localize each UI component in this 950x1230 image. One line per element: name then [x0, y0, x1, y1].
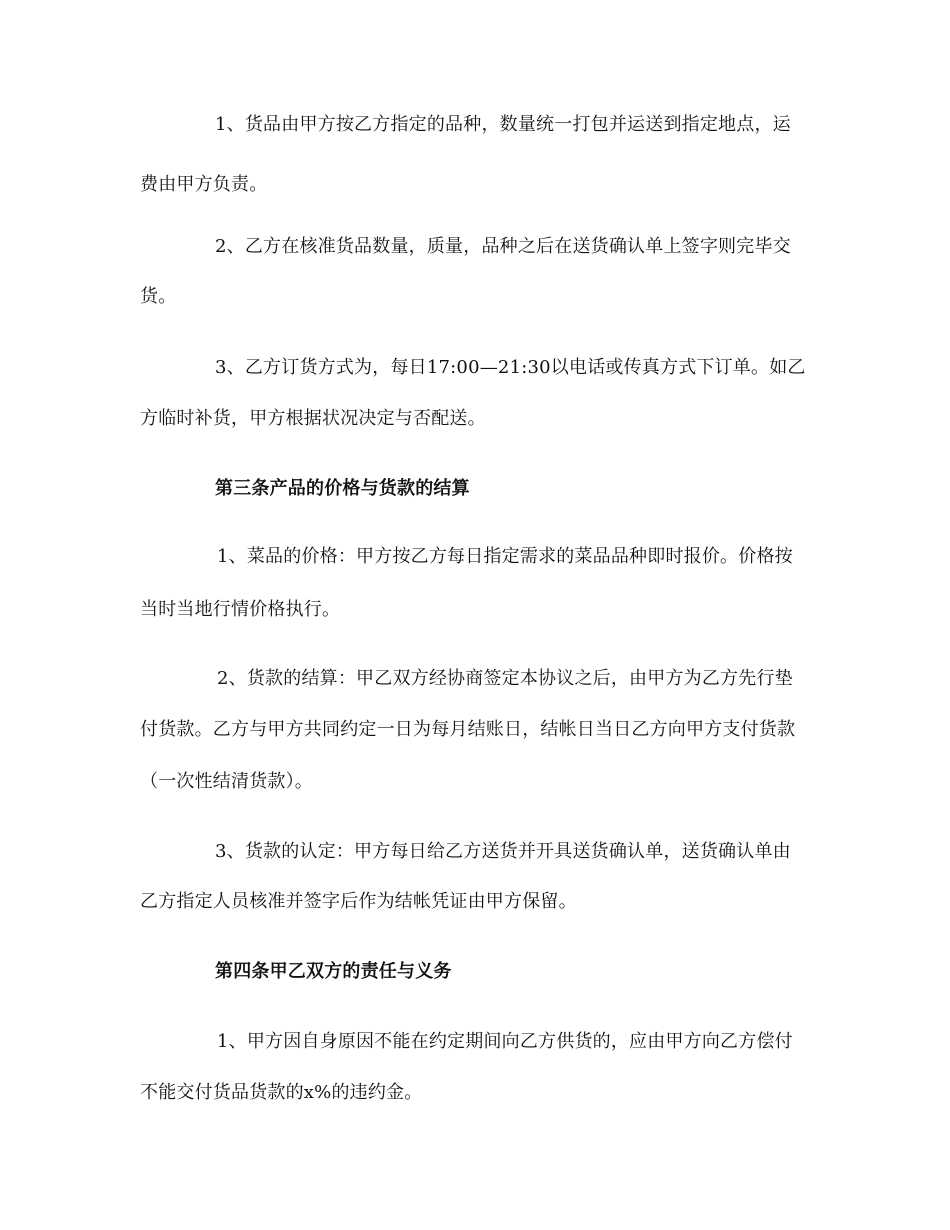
section-heading: 第四条甲乙双方的责任与义务 — [215, 961, 452, 982]
paragraph-line: 3、货款的认定：甲方每日给乙方送货并开具送货确认单，送货确认单由 — [215, 841, 791, 862]
paragraph-line: （一次性结清货款）。 — [140, 771, 313, 792]
paragraph-line: 货。 — [140, 286, 177, 307]
paragraph-line: 费由甲方负责。 — [140, 174, 268, 195]
paragraph-line: 3、乙方订货方式为，每日17:00—21:30以电话或传真方式下订单。如乙 — [215, 357, 806, 378]
paragraph-line: 方临时补货，甲方根据状况决定与否配送。 — [140, 408, 486, 429]
paragraph-line: 1、菜品的价格：甲方按乙方每日指定需求的菜品品种即时报价。价格按 — [217, 546, 793, 567]
paragraph-line: 1、甲方因自身原因不能在约定期间向乙方供货的，应由甲方向乙方偿付 — [217, 1031, 793, 1052]
paragraph-line: 当时当地行情价格执行。 — [140, 599, 341, 620]
paragraph-line: 1、货品由甲方按乙方指定的品种，数量统一打包并运送到指定地点，运 — [215, 114, 791, 135]
paragraph-line: 2、乙方在核准货品数量，质量，品种之后在送货确认单上签字则完毕交 — [215, 236, 791, 257]
paragraph-line: 2、货款的结算：甲乙双方经协商签定本协议之后，由甲方为乙方先行垫 — [217, 668, 793, 689]
section-heading: 第三条产品的价格与货款的结算 — [215, 478, 470, 499]
paragraph-line: 付货款。乙方与甲方共同约定一日为每月结账日，结帐日当日乙方向甲方支付货款 — [140, 719, 796, 740]
paragraph-line: 乙方指定人员核准并签字后作为结帐凭证由甲方保留。 — [140, 891, 577, 912]
paragraph-line: 不能交付货品货款的x%的违约金。 — [140, 1082, 423, 1103]
